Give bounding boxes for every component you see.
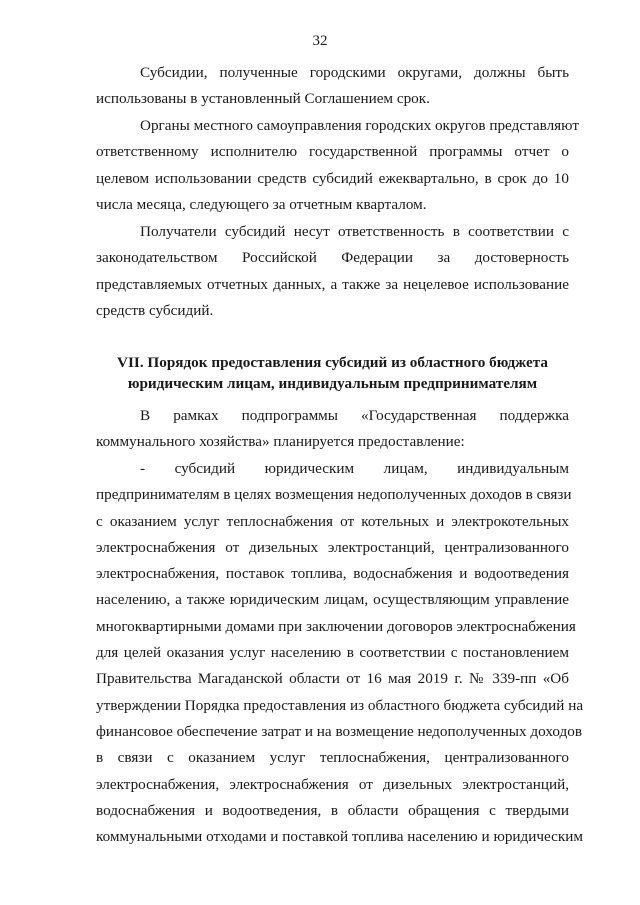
text-line: многоквартирными домами при заключении договоров электроснабжения	[96, 617, 576, 635]
heading-line: VII. Порядок предоставления субсидий из областного бюджета	[117, 354, 548, 371]
text-line: утверждении Порядка предоставления из областного бюджета субсидий на	[96, 696, 584, 714]
section-heading	[96, 352, 569, 394]
paragraph-responsibility	[96, 219, 569, 324]
text-line: электроснабжения, поставок топлива, водоснабжения и водоотведения	[96, 565, 569, 583]
text-line: предпринимателям в целях возмещения недополученных доходов в связи	[96, 486, 572, 504]
text-line: законодательством Российской Федерации за достоверность	[96, 249, 569, 267]
text-line: Получатели субсидий несут ответственность в соответствии с	[140, 223, 569, 240]
text-line: средств субсидий.	[96, 301, 214, 319]
text-line: Правительства Магаданской области от 16 мая 2019 г. № 339-пп «Об	[96, 670, 569, 688]
text-line: использованы в установленный Соглашением срок.	[96, 90, 430, 108]
text-line: водоснабжения и водоотведения, в области обращения с твердыми	[96, 801, 569, 819]
text-line: населению, а также юридическим лицам, осуществляющим управление	[96, 591, 569, 609]
paragraph-reporting	[96, 113, 579, 218]
text-line: - субсидий юридическим лицам, индивидуальным	[140, 460, 569, 477]
text-line: Органы местного самоуправления городских округов представляют	[140, 117, 579, 134]
text-line: электроснабжения от дизельных электростанций, централизованного	[96, 538, 569, 556]
text-line: представляемых отчетных данных, а также за нецелевое использование	[96, 275, 569, 293]
text-line: числа месяца, следующего за отчетным кварталом.	[96, 195, 427, 213]
text-line: финансовое обеспечение затрат и на возмещение недополученных доходов	[96, 722, 583, 740]
paragraph-subsidy-usage	[96, 60, 569, 113]
text-line: коммунальными отходами и поставкой топлива населению и юридическим	[96, 828, 584, 846]
text-line: Субсидии, полученные городскими округами, должны быть	[140, 64, 569, 81]
list-item-subsidies	[96, 456, 584, 850]
page-number: 32	[312, 33, 328, 49]
text-line: электроснабжения, электроснабжения от дизельных электростанций,	[96, 775, 569, 793]
paragraph-subprogram-intro	[96, 403, 569, 456]
text-line: целевом использовании средств субсидий ежеквартально, в срок до 10	[96, 169, 569, 187]
text-line: в связи с оказанием услуг теплоснабжения, централизованного	[96, 749, 569, 767]
text-line: с оказанием услуг теплоснабжения от котельных и электрокотельных	[96, 512, 569, 530]
text-line: В рамках подпрограммы «Государственная поддержка	[140, 407, 569, 424]
text-line: для целей оказания услуг населению в соответствии с постановлением	[96, 644, 569, 662]
heading-line: юридическим лицам, индивидуальным предпринимателям	[127, 375, 538, 392]
text-line: коммунального хозяйства» планируется предоставление:	[96, 433, 465, 451]
text-line: ответственному исполнителю государственной программы отчет о	[96, 143, 569, 161]
